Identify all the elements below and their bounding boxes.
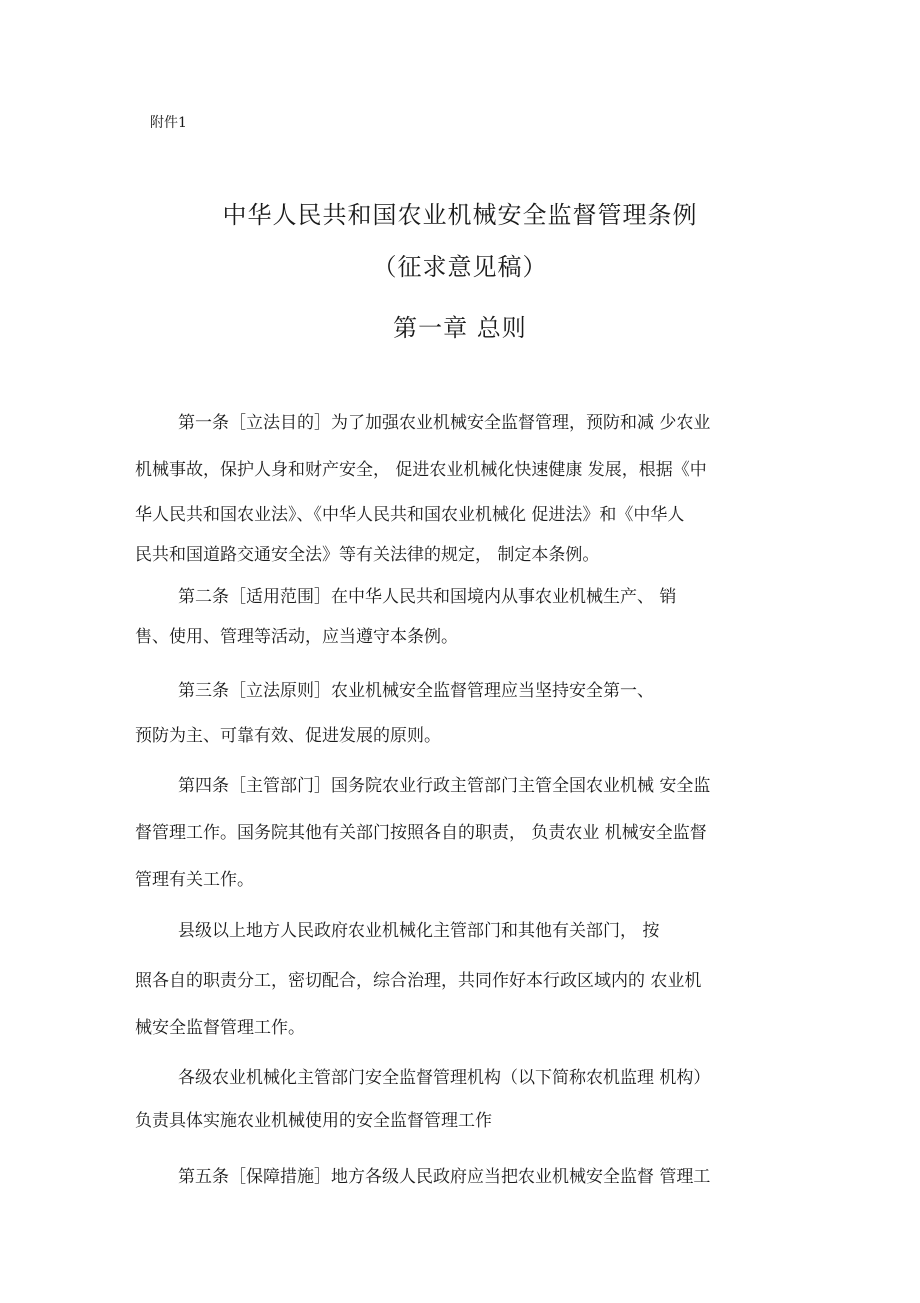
article-4-para3-line-2: 负责具体实施农业机械使用的安全监督管理工作 [135,1111,492,1131]
article-4-para2-line-2: 照各自的职责分工，密切配合，综合治理，共同作好本行政区域内的 农业机 [135,971,702,991]
chapter-heading: 第一章 总则 [393,314,527,342]
article-3-line-1: 第三条［立法原则］农业机械安全监督管理应当坚持安全第一、 [178,681,654,701]
article-4-line-1: 第四条［主管部门］国务院农业行政主管部门主管全国农业机械 安全监 [178,776,711,796]
article-5-line-1: 第五条［保障措施］地方各级人民政府应当把农业机械安全监督 管理工 [178,1167,711,1187]
article-1-line-2: 机械事故，保护人身和财产安全， 促进农业机械化快速健康 发展，根据《中 [135,460,707,480]
article-1-line-4: 民共和国道路交通安全法》等有关法律的规定， 制定本条例。 [135,545,600,565]
article-4-line-3: 管理有关工作。 [135,870,254,890]
article-2-line-1: 第二条［适用范围］在中华人民共和国境内从事农业机械生产、 销 [178,587,677,607]
article-4-para3-line-1: 各级农业机械化主管部门安全监督管理机构（以下简称农机监理 机构） [178,1068,711,1088]
document-title: 中华人民共和国农业机械安全监督管理条例 [222,201,698,229]
article-1-line-3: 华人民共和国农业法》、《中华人民共和国农业机械化 促进法》和《中华人 [135,505,685,525]
article-4-line-2: 督管理工作。国务院其他有关部门按照各自的职责， 负责农业 机械安全监督 [135,823,707,843]
article-4-para2-line-1: 县级以上地方人民政府农业机械化主管部门和其他有关部门， 按 [178,921,660,941]
attachment-label: 附件1 [150,115,187,131]
article-3-line-2: 预防为主、可靠有效、促进发展的原则。 [135,726,441,746]
document-subtitle: （征求意见稿） [372,253,548,281]
article-4-para2-line-3: 械安全监督管理工作。 [135,1018,305,1038]
article-2-line-2: 售、使用、管理等活动，应当遵守本条例。 [135,627,458,647]
article-1-line-1: 第一条［立法目的］为了加强农业机械安全监督管理，预防和减 少农业 [178,413,711,433]
